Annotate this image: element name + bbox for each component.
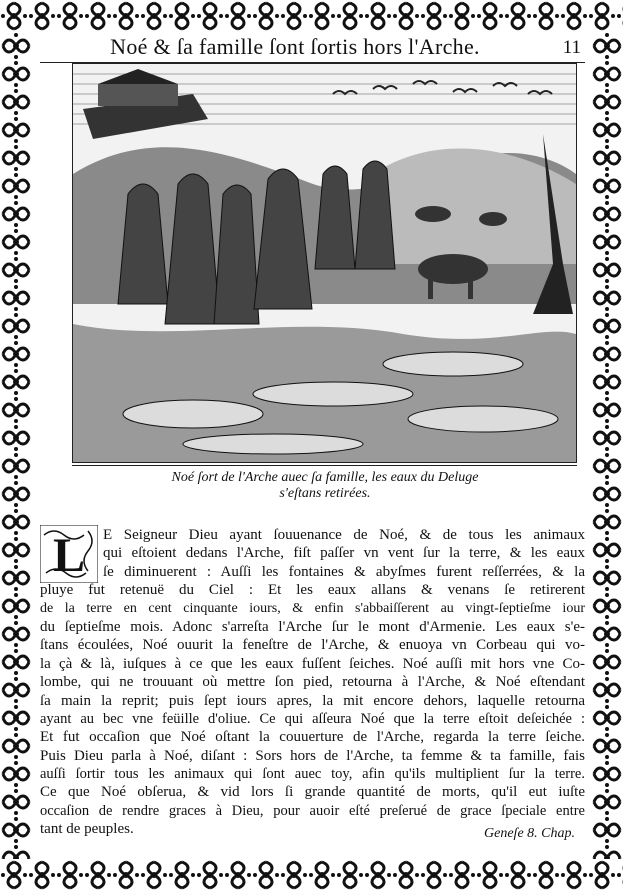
ornament-border-right <box>591 32 623 859</box>
text-line: tant de peuples. <box>40 821 134 838</box>
text-line: la çà & là, iuſques à ce que les eaux fuſſent ſeiches. Noé auſſi mit hors vne Co- <box>40 655 585 672</box>
text-line: E Seigneur Dieu ayant ſouuenance de Noé, & de tous les animaux <box>103 527 585 543</box>
text-line: ſtans écoulées, Noé ouurit la feneſtre de l'Arche, & enuoya vn Corbeau qui vo- <box>40 637 585 654</box>
text-line: ayant au bec vne feüille d'oliue. Ce qui aſſeura Noé que la terre eſtoit deſeichée : <box>40 710 585 727</box>
page-number: 11 <box>562 37 581 58</box>
text-line: auſſi ſortir tous les animaux qui ſont auec toy, afin qu'ils multiplient ſur la terre. <box>40 766 585 783</box>
text-line: qui eſtoient dedans l'Arche, fiſt paſſer vn vent ſur la terre, & les eaux <box>103 545 585 562</box>
caption-line: Noé ſort de l'Arche auec ſa famille, les eaux du Deluge <box>171 470 479 485</box>
text-line: de la terre en cent cinquante iours, & enfin s'abbaiſſerent au vingt-ſeptieſme iour <box>40 600 585 616</box>
bible-citation: Geneſe 8. Chap. <box>484 826 575 841</box>
text-line: Et fut occaſion que Noé oſtant la couuerture de l'Arche, regarda la terre ſeiche. <box>40 729 585 746</box>
woodcut-illustration <box>72 63 577 463</box>
caption-line: s'eſtans retirées. <box>279 486 371 501</box>
text-line: ſa main la reprit; puis ſept iours apres, la mit encore dehors, laquelle retourna <box>40 692 585 709</box>
text-line: Ce que Noé obſerua, & vid lors ſi grande quantité de morts, qu'il eut iuſte <box>40 784 585 801</box>
initial-letter: L <box>52 529 86 582</box>
text-line: occaſion de rendre graces à Dieu, pour auoir eſté preſerué de grace ſpeciale entre <box>40 802 585 819</box>
text-line: lombe, qui ne trouuant où mettre ſon pied, retourna à l'Arche, & Noé eſtendant <box>40 674 585 691</box>
text-line: ſe diminuerent : Auſſi les fontaines & abyſmes furent reſſerrées, & la <box>103 563 585 580</box>
ornament-border-top <box>0 0 623 32</box>
body-text <box>40 526 585 839</box>
text-line: Puis Dieu parla à Noé, diſant : Sors hors de l'Arche, ta femme & ta famille, fais <box>40 747 585 764</box>
running-head <box>40 34 585 63</box>
ornament-border-bottom <box>0 859 623 891</box>
text-line: du ſeptieſme mois. Adonc s'arreſta l'Arche ſur le mont d'Armenie. Les eaux s'e- <box>40 618 585 635</box>
caption-rule <box>72 465 577 466</box>
illustration-caption <box>80 470 570 502</box>
page-title: Noé & ſa famille ſont ſortis hors l'Arche. <box>110 34 480 59</box>
ornament-border-left <box>0 32 32 859</box>
text-line: pluye fut retenuë du Ciel : Et les eaux allans & venans ſe retirerent <box>40 582 585 599</box>
